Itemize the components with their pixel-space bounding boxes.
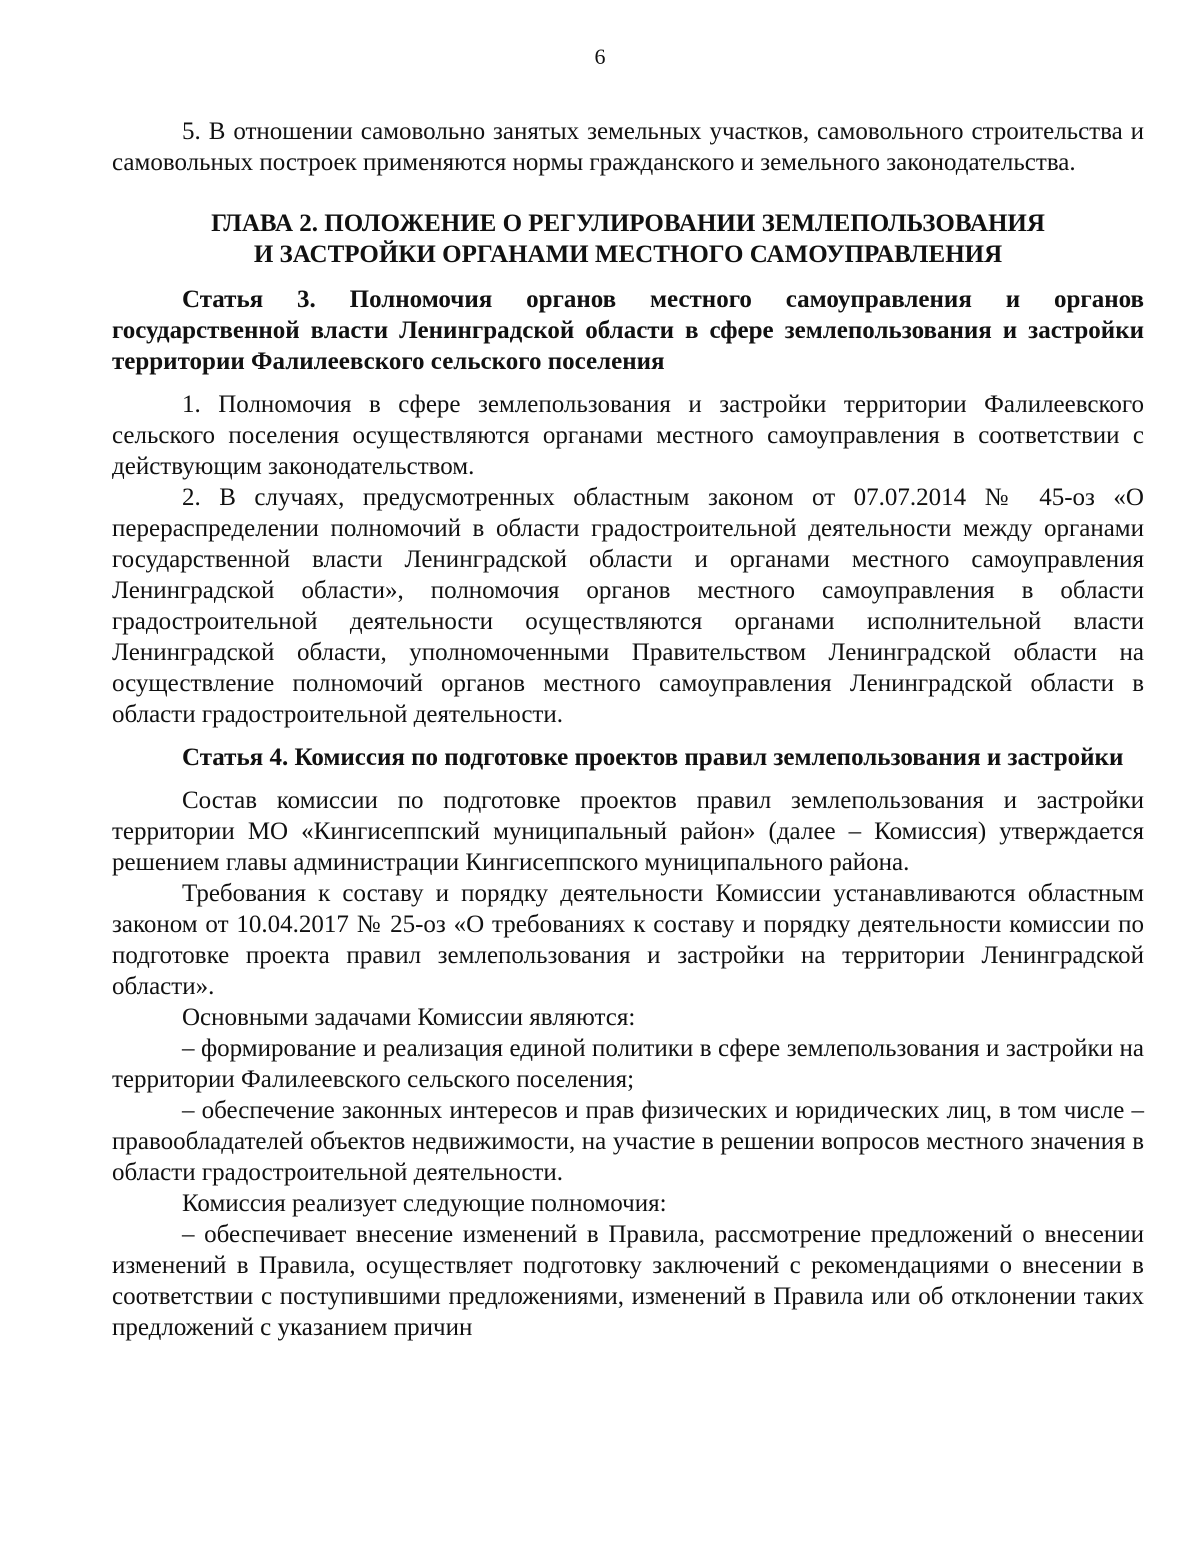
chapter-heading-line-1: ГЛАВА 2. ПОЛОЖЕНИЕ О РЕГУЛИРОВАНИИ ЗЕМЛЕПОЛЬЗОВАНИЯ: [211, 210, 1045, 237]
article-3-paragraph-1: 1. Полномочия в сфере землепользования и застройки территории Фалилеевского сельского поселения осуществляются органами местного самоуправления в соответствии с действующим законодательством.: [112, 391, 1144, 480]
article-4-paragraph-2: Требования к составу и порядку деятельности Комиссии устанавливаются областным законом от 10.04.2017 № 25-оз «О требованиях к составу и порядку деятельности комиссии по подготовке проекта правил землепользования и застройки на территории Ленинградской области».: [112, 880, 1144, 1000]
article-4-task-2: – обеспечение законных интересов и прав физических и юридических лиц, в том числе – правообладателей объектов недвижимости, на участие в решении вопросов местного значения в области градостроительной деятельности.: [112, 1097, 1144, 1186]
article-4-paragraph-6: Комиссия реализует следующие полномочия:: [182, 1190, 667, 1217]
paragraph-self-built: 5. В отношении самовольно занятых земельных участков, самовольного строительства и самовольных построек применяются нормы гражданского и земельного законодательства.: [112, 118, 1144, 176]
article-4-task-1: – формирование и реализация единой политики в сфере землепользования и застройки на территории Фалилеевского сельского поселения;: [112, 1035, 1144, 1093]
article-3-title: Статья 3. Полномочия органов местного самоуправления и органов государственной власти Ленинградской области в сфере землепользования и застройки территории Фалилеевского сельского поселения: [112, 286, 1144, 375]
article-4-paragraph-1: Состав комиссии по подготовке проектов правил землепользования и застройки территории МО «Кингисеппский муниципальный район» (далее – Комиссия) утверждается решением главы администрации Кингисеппского муниципального района.: [112, 787, 1144, 876]
page-number: 6: [594, 44, 606, 69]
document-body: [112, 116, 1144, 1343]
article-4-title: Статья 4. Комиссия по подготовке проектов правил землепользования и застройки: [182, 744, 1124, 771]
article-3-paragraph-2: 2. В случаях, предусмотренных областным законом от 07.07.2014 № 45-оз «О перераспределении полномочий в области градостроительной деятельности между органами государственной власти Ленинградской области и органами местного самоуправления Ленинградской области», полномочия органов местного самоуправления в области градостроительной деятельности осуществляются органами исполнительной власти Ленинградской области, уполномоченными Правительством Ленинградской области на осуществление полномочий органов местного самоуправления Ленинградской области в области градостроительной деятельности.: [112, 484, 1144, 728]
chapter-heading: [112, 208, 1144, 270]
article-4-paragraph-3: Основными задачами Комиссии являются:: [182, 1004, 636, 1031]
chapter-heading-line-2: И ЗАСТРОЙКИ ОРГАНАМИ МЕСТНОГО САМОУПРАВЛЕНИЯ: [253, 241, 1003, 268]
article-4-power-1: – обеспечивает внесение изменений в Правила, рассмотрение предложений о внесении изменений в Правила, осуществляет подготовку заключений с рекомендациями о внесении в соответствии с поступившими предложениями, изменений в Правила или об отклонении таких предложений с указанием причин: [112, 1221, 1144, 1341]
